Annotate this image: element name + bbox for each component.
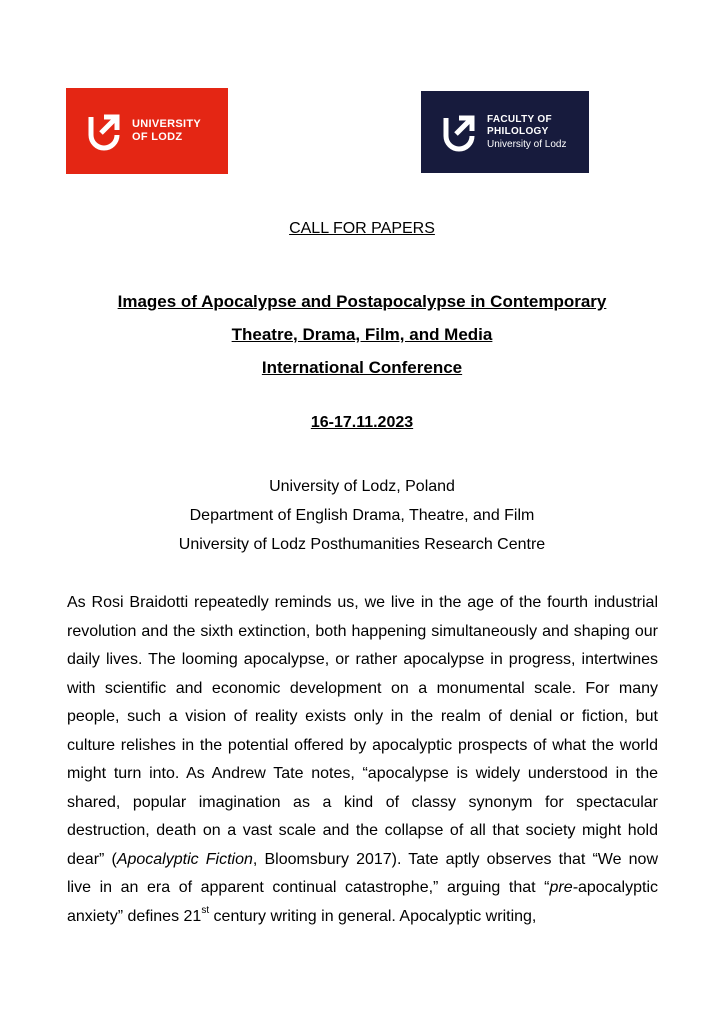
body-text (67, 589, 658, 931)
faculty-arrow-icon (441, 112, 477, 152)
university-of-lodz-logo (66, 88, 228, 174)
venue-line-2: Department of English Drama, Theatre, and Film (189, 507, 535, 524)
title-line-3: International Conference (261, 358, 463, 377)
faculty-logo-text: FACULTY OF PHILOLOGY University of Lodz (487, 113, 567, 150)
conference-title (0, 285, 724, 384)
university-logo-text: UNIVERSITY OF LODZ (132, 118, 202, 143)
venue-line-3: University of Lodz Posthumanities Research Centre (178, 536, 546, 553)
call-for-papers-heading: CALL FOR PAPERS (289, 220, 435, 237)
pre-italic: pre- (549, 879, 578, 896)
venue-block (0, 472, 724, 559)
university-arrow-icon (86, 111, 122, 151)
faculty-of-philology-logo (421, 91, 589, 173)
venue-line-1: University of Lodz, Poland (269, 478, 455, 495)
title-line-2: Theatre, Drama, Film, and Media (231, 325, 493, 344)
body-paragraph: As Rosi Braidotti repeatedly reminds us, we live in the age of the fourth industrial revolution and the sixth extinction, both happening simultaneously and shaping our daily lives. The looming apocalypse, or rather apocalypse in progress, intertwines with scientific and economic development on a monumental scale. For many people, such a vision of reality exists only in the realm of denial or fiction, but culture relishes in the potential offered by apocalyptic prospects of what the world might turn into. As Andrew Tate notes, “apocalypse is widely understood in the shared, popular imagination as a kind of classy synonym for spectacular destruction, death on a vast scale and the collapse of all that society might hold dear” (Apocalyptic Fiction, Bloomsbury 2017). Tate aptly observes that “We now live in an era of apparent continual catastrophe,” arguing that “pre-apocalyptic anxiety” defines 21st century writing in general. Apocalyptic writing, (67, 594, 658, 925)
conference-date: 16-17.11.2023 (310, 414, 414, 431)
book-title: Apocalyptic Fiction (116, 850, 253, 868)
title-line-1: Images of Apocalypse and Postapocalypse in Contemporary (117, 292, 607, 311)
